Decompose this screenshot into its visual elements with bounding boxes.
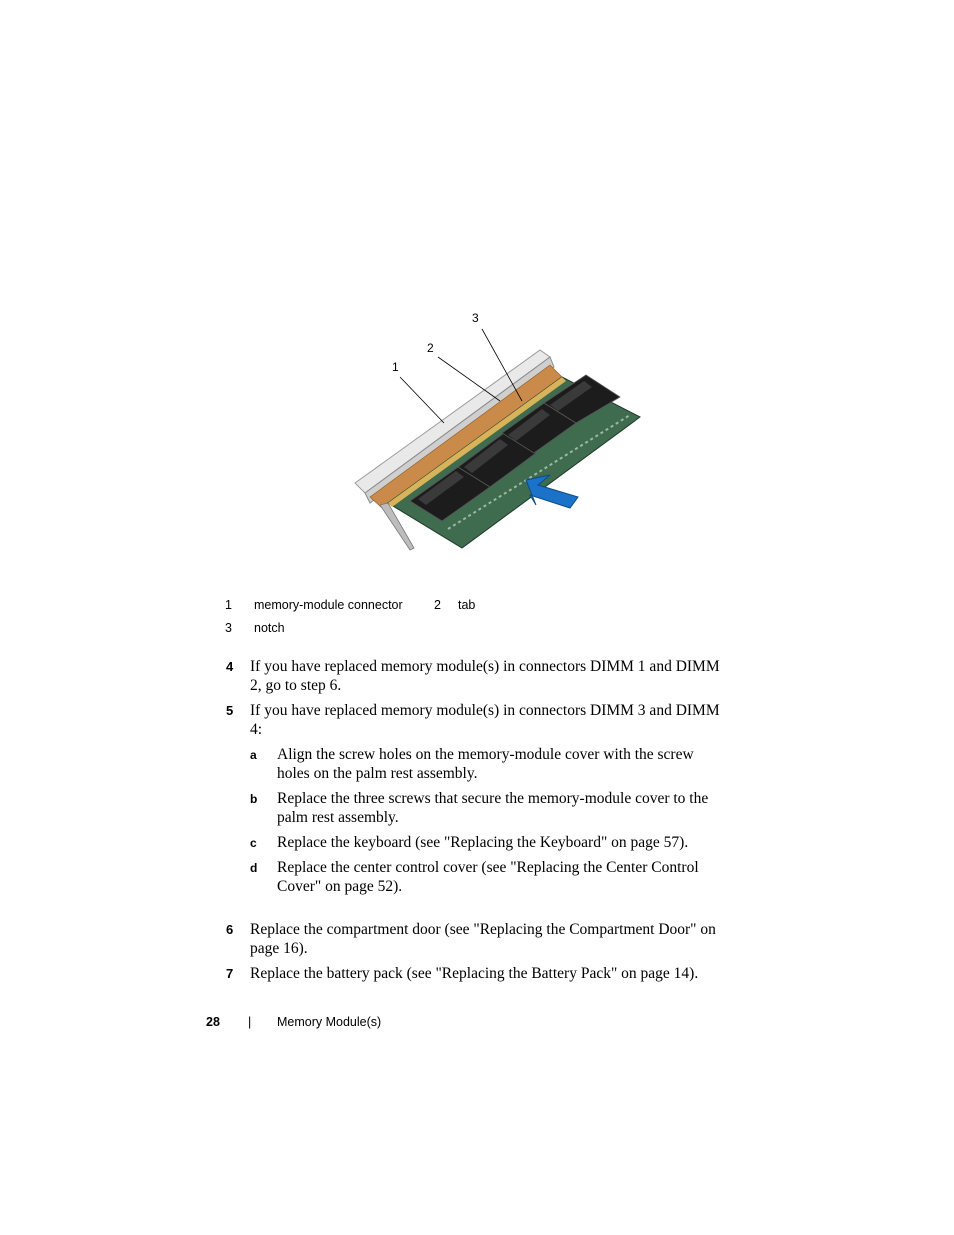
page-number: 28 [206, 1015, 220, 1029]
step-number: 4 [226, 659, 234, 674]
substep-b [250, 789, 717, 827]
footer-separator: | [248, 1015, 252, 1029]
page-footer [206, 1015, 606, 1035]
step-text: Replace the battery pack (see "Replacing the Battery Pack" on page 14). [250, 965, 699, 982]
legend-number: 1 [225, 598, 232, 612]
step-text: If you have replaced memory module(s) in connectors DIMM 1 and DIMM 2, go to step 6. [250, 658, 720, 694]
step-7 [226, 964, 726, 983]
substep-letter: c [250, 836, 257, 850]
substep-text: Replace the keyboard (see "Replacing the Keyboard" on page 57). [277, 834, 689, 851]
legend-label: memory-module connector [254, 598, 403, 612]
substep-list [250, 745, 726, 896]
substep-letter: b [250, 792, 258, 806]
substep-text: Replace the center control cover (see "Replacing the Center Control Cover" on page 52). [277, 859, 699, 895]
substep-letter: a [250, 748, 257, 762]
callout-1: 1 [392, 360, 399, 374]
substep-c [250, 833, 717, 852]
substep-a [250, 745, 717, 783]
step-text: If you have replaced memory module(s) in connectors DIMM 3 and DIMM 4: [250, 702, 720, 738]
step-6 [226, 920, 726, 958]
procedure-steps [226, 657, 726, 989]
substep-text: Replace the three screws that secure the memory-module cover to the palm rest assembly. [277, 790, 709, 826]
step-4 [226, 657, 726, 695]
legend-label: tab [458, 598, 476, 612]
callout-2: 2 [427, 341, 434, 355]
step-number: 5 [226, 703, 234, 718]
legend-row [225, 621, 725, 644]
memory-module-illustration [340, 305, 650, 560]
legend-number: 3 [225, 621, 232, 635]
legend-label: notch [254, 621, 285, 635]
substep-d [250, 858, 717, 896]
legend-row [225, 598, 725, 621]
section-title: Memory Module(s) [277, 1015, 382, 1029]
memory-module-diagram [340, 305, 650, 560]
step-number: 7 [226, 966, 234, 981]
step-5 [226, 701, 726, 896]
figure-legend [225, 598, 725, 644]
substep-letter: d [250, 861, 258, 875]
callout-3: 3 [472, 311, 479, 325]
legend-number: 2 [434, 598, 441, 612]
step-number: 6 [226, 922, 234, 937]
substep-text: Align the screw holes on the memory-module cover with the screw holes on the palm rest assembly. [277, 746, 694, 782]
step-text: Replace the compartment door (see "Replacing the Compartment Door" on page 16). [250, 921, 716, 957]
